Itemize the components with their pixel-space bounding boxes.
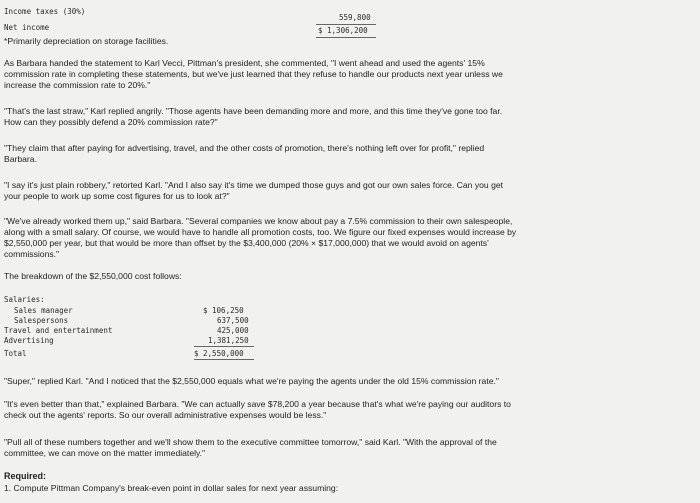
sales-manager-value: $ 106,250 — [203, 306, 244, 315]
sales-manager-label: Sales manager — [14, 306, 73, 315]
text-line: "I say it's just plain robbery," retorted Karl. "And I also say it's time we dumped those guys and got our own sales force. Can you get — [4, 180, 504, 190]
text-line: "We've already worked them up," said Barbara. "Several companies we know about pay a 7.5% commission to their own salespeople, — [4, 216, 513, 226]
double-underline — [316, 37, 376, 38]
salespersons-label: Salespersons — [14, 316, 69, 325]
paragraph-8 — [4, 399, 511, 421]
text-line: check out the agents' reports. So our overall administrative expenses would be less." — [4, 410, 327, 420]
text-line: commission rate in completing these statements, but we've just learned that they refuse to handle our products next year unless we — [4, 69, 503, 79]
text-line: The breakdown of the $2,550,000 cost follows: — [4, 271, 182, 281]
travel-value: 425,000 — [217, 326, 249, 335]
income-taxes-label: Income taxes (30%) — [4, 7, 86, 16]
total-label: Total — [4, 349, 27, 358]
advertising-value: 1,381,250 — [208, 336, 249, 345]
paragraph-7 — [4, 376, 499, 387]
income-taxes-value: 559,800 — [339, 13, 371, 22]
paragraph-5 — [4, 216, 516, 260]
text-line: As Barbara handed the statement to Karl Vecci, Pittman's president, she commented, "I went ahead and used the agents' 15% — [4, 58, 485, 68]
text-line: How can they possibly defend a 20% commission rate?" — [4, 117, 218, 127]
total-value: $ 2,550,000 — [194, 349, 244, 358]
text-line: commissions." — [4, 249, 60, 259]
net-income-label: Net income — [4, 23, 50, 32]
text-line: "It's even better than that," explained Barbara. "We can actually save $78,200 a year because that's what we're paying our auditors to — [4, 399, 511, 409]
total-rule — [194, 346, 254, 347]
required-item-1: 1. Compute Pittman Company's break-even point in dollar sales for next year assuming: — [4, 483, 339, 493]
salaries-heading: Salaries: — [4, 295, 45, 304]
travel-label: Travel and entertainment — [4, 326, 113, 335]
text-line: $2,550,000 per year, but that would be more than offset by the $3,400,000 (20% × $17,000,000) that we would avoid on agents' — [4, 238, 489, 248]
paragraph-3 — [4, 143, 484, 165]
text-line: increase the commission rate to 20%." — [4, 80, 151, 90]
depreciation-footnote: *Primarily depreciation on storage facilities. — [4, 36, 169, 46]
required-heading: Required: — [4, 471, 47, 481]
paragraph-1 — [4, 58, 503, 91]
advertising-label: Advertising — [4, 336, 54, 345]
text-line: "Pull all of these numbers together and we'll show them to the executive committee tomorrow," said Karl. "With the approval of the — [4, 437, 497, 447]
paragraph-4 — [4, 180, 503, 202]
salespersons-value: 637,500 — [217, 316, 249, 325]
text-line: committee, we can move on the matter immediately." — [4, 448, 206, 458]
text-line: "Super," replied Karl. "And I noticed that the $2,550,000 equals what we're paying the agents under the old 15% commission rate." — [4, 376, 499, 386]
text-line: "That's the last straw," Karl replied angrily. "Those agents have been demanding more and more, and this time they've gone too far. — [4, 106, 503, 116]
text-line: "They claim that after paying for advertising, travel, and the other costs of promotion, there's nothing left over for profit," replied — [4, 143, 485, 153]
text-line: along with a small salary. Of course, we would have to handle all promotion costs, too. We figure our fixed expenses would increase by — [4, 227, 517, 237]
total-double-rule — [194, 359, 254, 360]
paragraph-2 — [4, 106, 502, 128]
text-line: your people to work up some cost figures for us to look at?" — [4, 191, 230, 201]
text-line: Barbara. — [4, 154, 37, 164]
paragraph-6 — [4, 271, 182, 282]
net-income-value: $ 1,306,200 — [318, 26, 368, 35]
paragraph-9 — [4, 437, 497, 459]
divider-line — [316, 24, 376, 25]
